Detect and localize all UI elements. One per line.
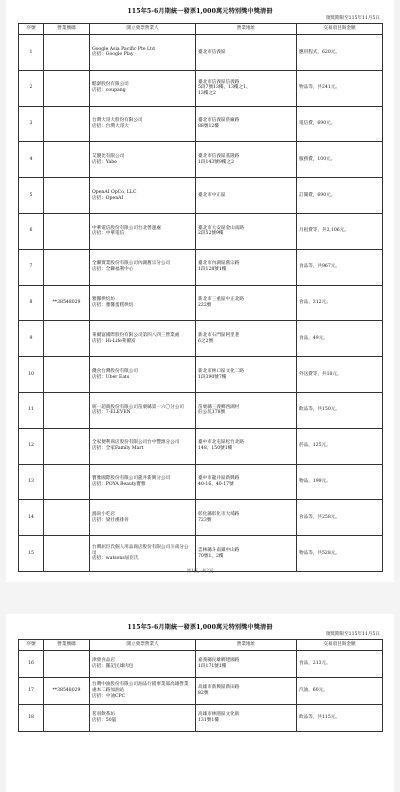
cell-item: 菸品，125元。 [297, 428, 383, 464]
cell-item: 物品等，共528元。 [297, 536, 383, 572]
address-line: 嘉義縣民雄鄉建國路 [198, 658, 240, 664]
cell-merchant [90, 70, 196, 106]
table-row [19, 428, 383, 464]
cell-id [44, 321, 90, 357]
table-row [19, 357, 383, 393]
merchant-line: 寶雅國際股份有限公司龍井新興分公司 [92, 476, 171, 482]
cell-item: 物品，199元。 [297, 464, 383, 500]
header-no: 序號 [19, 24, 44, 35]
table-header-row [19, 640, 383, 651]
address-line: 131號1樓 [198, 718, 219, 723]
merchant-line: 店招：羅記民雄肉包 [92, 664, 134, 669]
cell-merchant [90, 249, 196, 285]
address-line: 臺中市北屯區松竹北路 [198, 440, 244, 446]
table-row [19, 106, 383, 142]
cell-address [196, 392, 297, 428]
cell-id [44, 392, 90, 428]
address-line: 高雄市林園區文化街 [198, 712, 240, 718]
merchant-line: OpenAI OpCo, LLC [92, 189, 137, 195]
cell-address [196, 285, 297, 321]
winners-table [18, 23, 383, 572]
merchant-line: 台灣屈臣氏個人用品商店股份有限公司斗南分公司 [92, 544, 189, 556]
cell-no: 7 [19, 249, 44, 285]
claim-deadline-note: 領獎期限至115年11月5日 [325, 16, 380, 21]
cell-address [196, 35, 297, 71]
header-item: 交易項目與金額 [297, 640, 383, 651]
header-address: 營業地址 [196, 640, 297, 651]
cell-item: 應用程式，620元。 [297, 35, 383, 71]
cell-no: 16 [19, 651, 44, 678]
cell-merchant [90, 464, 196, 500]
cell-no: 5 [19, 178, 44, 214]
address-line: 1段390號7樓 [198, 374, 227, 380]
cell-merchant [90, 392, 196, 428]
address-line: 新北市林口區文化二路 [198, 368, 244, 374]
cell-id [44, 357, 90, 393]
cell-address [196, 70, 297, 106]
document-page-1 [6, 0, 394, 582]
merchant-line: 艾優比有限公司 [92, 153, 125, 159]
cell-item: 食品等，共258元。 [297, 500, 383, 536]
merchant-line: 津發食品店 [92, 658, 115, 664]
cell-address [196, 464, 297, 500]
cell-id [44, 705, 90, 732]
address-line: 1段171號1樓 [198, 664, 227, 669]
cell-merchant [90, 500, 196, 536]
merchant-line: 店招：OpenAI [92, 195, 124, 201]
cell-item: 食品等，共967元。 [297, 249, 383, 285]
table-row [19, 35, 383, 71]
cell-no: 9 [19, 321, 44, 357]
cell-id [44, 651, 90, 678]
cell-item: 食品，49元。 [297, 321, 383, 357]
cell-merchant [90, 213, 196, 249]
address-line: 70號1、2樓 [198, 553, 224, 559]
address-line: 臺北市信義區基隆路 [198, 153, 240, 159]
merchant-line: 優食台灣股份有限公司 [92, 368, 138, 374]
address-line: 222號 [198, 302, 212, 308]
address-line: 苗栗縣三義鄉西湖村 [198, 404, 240, 410]
merchant-line: 店招：watsons屈臣氏 [92, 556, 139, 562]
cell-no: 11 [19, 392, 44, 428]
cell-id [44, 500, 90, 536]
address-line: 臺中市龍井區新興路 [198, 476, 240, 482]
cell-address [196, 249, 297, 285]
table-row [19, 142, 383, 178]
address-line: 82號 [198, 691, 209, 696]
document-page-2 [6, 614, 394, 792]
cell-id [44, 464, 90, 500]
cell-item: 飲品等，共150元。 [297, 392, 383, 428]
header-address: 營業地址 [196, 24, 297, 35]
page-footer: 第1頁，共2頁 [186, 568, 214, 573]
merchant-line: 全家便利商店股份有限公司台中豐源分公司 [92, 440, 180, 446]
address-line: 40-16、40-17號 [198, 481, 234, 487]
cell-merchant [90, 705, 196, 732]
address-line: 新北市石門區阿里荖 [198, 332, 240, 338]
claim-deadline-note: 領獎期限至115年11月5日 [325, 632, 380, 637]
address-line: 2段52號9樓 [198, 231, 224, 237]
header-merchant: 開立發票營業人 [90, 24, 196, 35]
page-title: 115年5-6月期統一發票1,000萬元特別獎中獎清冊 [127, 624, 273, 631]
header-item: 交易項目與金額 [297, 24, 383, 35]
address-line: 伯公坑178號 [198, 410, 226, 416]
merchant-line: 店招：梁社漢排骨 [92, 517, 129, 523]
cell-id: **38548029 [44, 285, 90, 321]
cell-no: 10 [19, 357, 44, 393]
header-id: 營業號碼 [44, 24, 90, 35]
cell-no: 13 [19, 464, 44, 500]
cell-id [44, 106, 90, 142]
address-line: 彰化縣彰化市大埔路 [198, 511, 240, 517]
address-line: 新北市三重區中正北路 [198, 297, 244, 303]
address-line: 1段143號9樓之2 [198, 159, 234, 165]
cell-merchant [90, 678, 196, 705]
cell-no: 12 [19, 428, 44, 464]
table-row [19, 321, 383, 357]
address-line: 1段128號1樓 [198, 267, 227, 273]
address-line: 臺北市內湖區舊宗路 [198, 261, 240, 267]
cell-item: 電信費，690元。 [297, 106, 383, 142]
cell-id [44, 213, 90, 249]
cell-item: 食品，213元。 [297, 651, 383, 678]
table-row [19, 249, 383, 285]
address-line: 148、150號1樓 [198, 446, 233, 452]
cell-address [196, 357, 297, 393]
cell-id [44, 249, 90, 285]
cell-merchant [90, 428, 196, 464]
cell-item: 外送費等，共10元。 [297, 357, 383, 393]
merchant-line: 店招：Uber Eats [92, 374, 130, 380]
cell-address [196, 106, 297, 142]
header-id: 營業號碼 [44, 640, 90, 651]
cell-merchant [90, 106, 196, 142]
address-line: 高雄市新興區新田路 [198, 685, 240, 691]
cell-no: 14 [19, 500, 44, 536]
cell-address [196, 428, 297, 464]
merchant-line: 店招：全聯福利中心 [92, 267, 134, 273]
table-row [19, 651, 383, 678]
cell-merchant [90, 357, 196, 393]
cell-item: 訂閱費，690元。 [297, 178, 383, 214]
cell-id [44, 35, 90, 71]
address-line: 臺北市大安區金山南路 [198, 225, 244, 231]
address-line: 臺北市信義區 [198, 49, 226, 55]
cell-address [196, 536, 297, 572]
cell-merchant [90, 142, 196, 178]
table-row [19, 536, 383, 572]
merchant-line: 店招：POYA Beauty寶雅 [92, 481, 146, 487]
merchant-line: 店招：Hi-Life萊爾富 [92, 338, 136, 344]
merchant-line: 店招：coupang [92, 88, 126, 94]
table-row [19, 285, 383, 321]
cell-no: 2 [19, 70, 44, 106]
cell-item: 物品等，共241元。 [297, 70, 383, 106]
merchant-line: 萊爾富國際股份有限公司第四八四三營業處 [92, 332, 180, 338]
cell-address [196, 321, 297, 357]
table-row [19, 500, 383, 536]
cell-item: 食品，312元。 [297, 285, 383, 321]
cell-item: 飲品等，共115元。 [297, 705, 383, 732]
cell-address [196, 142, 297, 178]
merchant-line: 店招：雅馨蛋糕烘焙 [92, 302, 134, 308]
table-row [19, 213, 383, 249]
header-no: 序號 [19, 640, 44, 651]
merchant-line: 酷澎股份有限公司 [92, 82, 129, 88]
cell-merchant [90, 321, 196, 357]
table-row [19, 178, 383, 214]
table-row [19, 678, 383, 705]
cell-no: 18 [19, 705, 44, 732]
winners-table [18, 639, 383, 732]
cell-no: 17 [19, 678, 44, 705]
address-line: 13樓之2 [198, 91, 216, 97]
table-row [19, 705, 383, 732]
cell-address [196, 651, 297, 678]
address-line: 5段7號13樓、13樓之1、 [198, 85, 251, 91]
cell-no: 4 [19, 142, 44, 178]
merchant-line: 雅馨烘焙坊 [92, 297, 115, 303]
cell-address [196, 705, 297, 732]
merchant-line: 統一超商股份有限公司苗栗縣第一六〇分公司 [92, 404, 184, 410]
merchant-line: 茗羽飲茶坊 [92, 712, 115, 718]
header-merchant: 開立發票營業人 [90, 640, 196, 651]
cell-merchant [90, 178, 196, 214]
cell-address [196, 500, 297, 536]
address-line: 臺北市中正區 [198, 192, 226, 198]
merchant-line: 中華電信股份有限公司台北營運處 [92, 225, 161, 231]
merchant-line: 店招：7-ELEVEN [92, 410, 131, 416]
table-row [19, 70, 383, 106]
merchant-line: 店招：Google Play [92, 52, 134, 58]
cell-id: **38548029 [44, 678, 90, 705]
cell-id [44, 536, 90, 572]
cell-no: 1 [19, 35, 44, 71]
cell-no: 15 [19, 536, 44, 572]
cell-merchant [90, 536, 196, 572]
merchant-line: 鴻尚小吃店 [92, 511, 115, 517]
table-row [19, 464, 383, 500]
cell-id [44, 428, 90, 464]
address-line: 88號12樓 [198, 123, 219, 129]
merchant-line: 店招：中油CPC [92, 693, 126, 699]
table-header-row [19, 24, 383, 35]
address-line: 臺北市信義區信義路 [198, 79, 240, 85]
merchant-line: 店招：50嵐 [92, 718, 117, 723]
merchant-line: 店招：全家Family Mart [92, 446, 144, 452]
table-row [19, 392, 383, 428]
cell-address [196, 178, 297, 214]
cell-item: 服務費，100元。 [297, 142, 383, 178]
merchant-line: 店招：中華電信 [92, 231, 125, 237]
merchant-line: 店招：Yabe [92, 159, 117, 165]
cell-no: 3 [19, 106, 44, 142]
cell-item: 月租費等，共2,106元。 [297, 213, 383, 249]
cell-id [44, 142, 90, 178]
cell-merchant [90, 35, 196, 71]
cell-merchant [90, 285, 196, 321]
address-line: 臺北市信義區菸廠路 [198, 118, 240, 124]
merchant-line: Google Asia Pacific Pte Ltd [92, 46, 155, 52]
address-line: 雲林縣斗南鎮中山路 [198, 547, 240, 553]
address-line: 6之2號 [198, 338, 214, 344]
merchant-line: 台灣大哥大股份有限公司 [92, 118, 143, 124]
page-title: 115年5-6月期統一發票1,000萬元特別獎中獎清冊 [127, 8, 273, 15]
cell-id [44, 178, 90, 214]
cell-address [196, 213, 297, 249]
merchant-line: 全聯實業股份有限公司內湖舊宗分公司 [92, 261, 171, 267]
cell-no: 6 [19, 213, 44, 249]
address-line: 723號 [198, 517, 212, 523]
merchant-line: 店招：台灣大哥大 [92, 123, 129, 129]
cell-address [196, 678, 297, 705]
merchant-line: 台灣中油股份有限公司油品行銷事業部高雄營業處本二路加油站 [92, 682, 189, 694]
cell-item: 汽油，60元。 [297, 678, 383, 705]
cell-merchant [90, 651, 196, 678]
cell-no: 8 [19, 285, 44, 321]
cell-id [44, 70, 90, 106]
